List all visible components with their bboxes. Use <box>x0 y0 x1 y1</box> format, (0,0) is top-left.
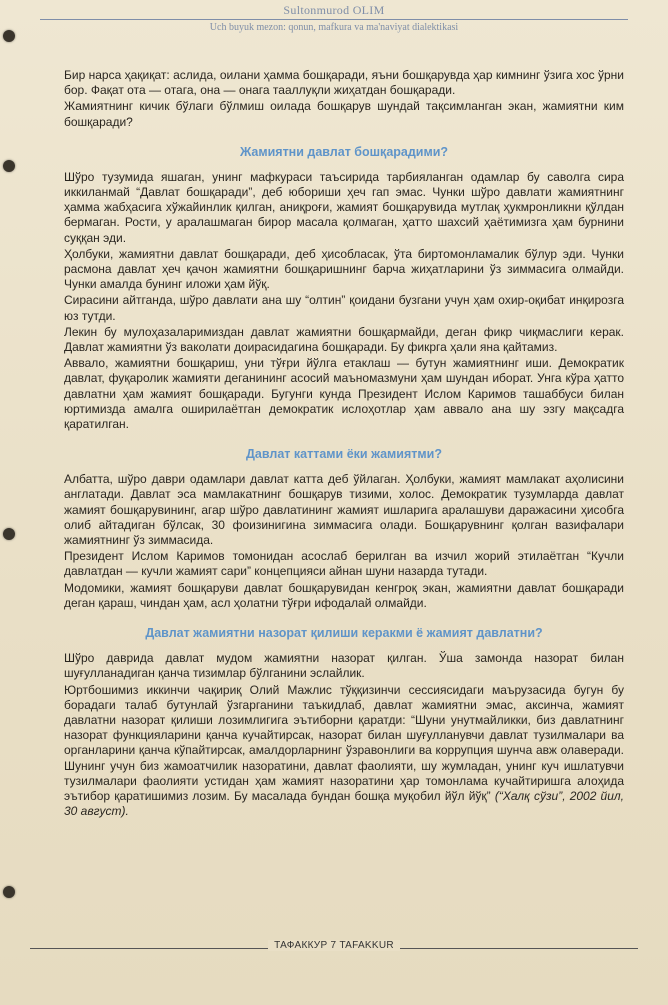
paragraph: Президент Ислом Каримов томонидан асослаб берилган ва изчил жорий этилаётган “Кучли давлатдан — кучли жамият сари” концепцияси айнан шуни назарда тутади. <box>64 549 624 579</box>
header-rule <box>40 19 628 20</box>
running-header <box>40 2 628 34</box>
paragraph <box>64 683 624 820</box>
paragraph: Аввало, жамиятни бошқариш, уни тўғри йўлга етаклаш — бутун жамиятнинг иши. Демократик давлат, фуқаролик жамияти деганининг асосий маъномазмуни ҳам шундан иборат. Унга кўра ҳатто давлатни ҳам жамият бошқаради. Бугунги кунда Президент Ислом Каримов ташаббуси билан юртимизда амалга оширилаётган демократик ислоҳотлар ҳам аввало ана шу эзгу мақсадга қаратилган. <box>64 356 624 432</box>
intro-paragraph: Жамиятнинг кичик бўлаги бўлмиш оилада бошқарув шундай тақсимланган экан, жамиятни ким бошқаради? <box>64 99 624 129</box>
binder-hole <box>3 30 15 42</box>
paragraph: Сирасини айтганда, шўро давлати ана шу “олтин” қоидани бузгани учун ҳам охир-оқибат инқирозга юз тутди. <box>64 293 624 323</box>
article-body <box>64 68 624 819</box>
binder-hole <box>3 528 15 540</box>
footer-label: ТАФАККУР 7 TAFAKKUR <box>268 940 400 951</box>
section-heading: Жамиятни давлат бошқарадими? <box>239 144 449 159</box>
paragraph: Ҳолбуки, жамиятни давлат бошқаради, деб ҳисобласак, ўта биртомонламалик бўлур эди. Чунки расмона давлат ҳеч қачон жамиятни бошқаришнинг барча жиҳатларини ўз зиммасига олмайди. Чунки амалда бунинг иложи ҳам йўқ. <box>64 246 624 292</box>
intro-paragraph: Бир нарса ҳақиқат: аслида, оилани ҳамма бошқаради, яъни бошқарувда ҳар кимнинг ўзига хос ўрни бор. Фақат ота — отага, она — онага тааллуқли жиҳатдан бошқаради. <box>64 68 624 98</box>
page-footer <box>30 940 638 960</box>
paragraph: Шўро тузумида яшаган, унинг мафкураси таъсирида тарбияланган одамлар бу саволга сира иккиланмай “Давлат бошқаради”, деб юбориши ҳеч гап эмас. Чунки шўро давлати жамиятнинг ҳамма жабҳасига хўжайинлик қилган, аниқроғи, жамият бошқарувида мутлақ ҳукмронликни қўлдан бермаган. Рости, у аралашмаган бирор масала қолмаган, ҳатто шахсий ҳаётимизга ҳам бурнини суққан эди. <box>64 169 624 245</box>
paragraph: Модомики, жамият бошқаруви давлат бошқарувидан кенгроқ экан, жамиятни давлат бошқаради деган қараш, чиндан ҳам, асл ҳолатни тўғри ифодалай олмайди. <box>64 580 624 610</box>
paragraph: Лекин бу мулоҳазаларимиздан давлат жамиятни бошқармайди, деган фикр чиқмаслиги керак. Давлат жамиятни ўз ваколати доирасидагина бошқаради. Бу фикрга ҳали яна қайтамиз. <box>64 324 624 355</box>
paragraph: Шўро даврида давлат мудом жамиятни назорат қилган. Ўша замонда назорат билан шуғулланадиган қанча тизимлар бўлганини эслайлик. <box>64 651 624 681</box>
binder-hole <box>3 886 15 898</box>
paragraph: Албатта, шўро даври одамлари давлат катта деб ўйлаган. Ҳолбуки, жамият мамлакат аҳолисини англатади. Давлат эса мамлакатнинг бошқарув тизими, холос. Демократик тузумларда давлат жамият бошқарувининг, агар шўро давлатининг жамият ишларига аралашуви даражасини ҳисобга олиб айтадиган бўлсак, 30 фоизинигина зиммасига олади. Бошқарувнинг қолган вазифалари жамиятнинг ўз зиммасида. <box>64 472 624 548</box>
quote-text: Юртбошимиз иккинчи чақириқ Олий Мажлис тўққизинчи сессиясидаги маърузасида бугун бу борадаги талаб бутунлай ўзгарганини таъкидлаб, давлат жамиятни эмас, аксинча, жамият давлатни назорат қилиши лозимлигига эътиборни қаратди: “Шуни унутмайликки, биз давлатнинг назорат функцияларини қанча кучайтирсак, назорат билан шуғулланувчи давлат тузилмалари ва органларини қанча кўпайтирсак, амалдорларнинг ўзравонлиги ва коррупция шунча авж олаверади. Шунинг учун биз жамоатчилик назоратини, давлат фаолияти, шу жумладан, унинг куч ишлатувчи тузилмалари фаолияти устидан ҳам жамият назоратини ҳар томонлама кучайтиришга алоҳида эътибор қаратишимиз лозим. Бу масалада бундан бошқа муқобил йўл йўқ” <box>64 682 624 803</box>
running-header-subtitle: Uch buyuk mezon: qonun, mafkura va ma'naviyat dialektikasi <box>209 22 459 33</box>
citation: (“Халқ сўзи”, 2002 йил, 30 август). <box>64 788 624 819</box>
running-header-author: Sultonmurod OLIM <box>283 3 385 17</box>
section-heading: Давлат каттами ёки жамиятми? <box>246 447 442 462</box>
binder-hole <box>3 160 15 172</box>
section-heading: Давлат жамиятни назорат қилиши керакми ё жамият давлатни? <box>145 626 543 641</box>
